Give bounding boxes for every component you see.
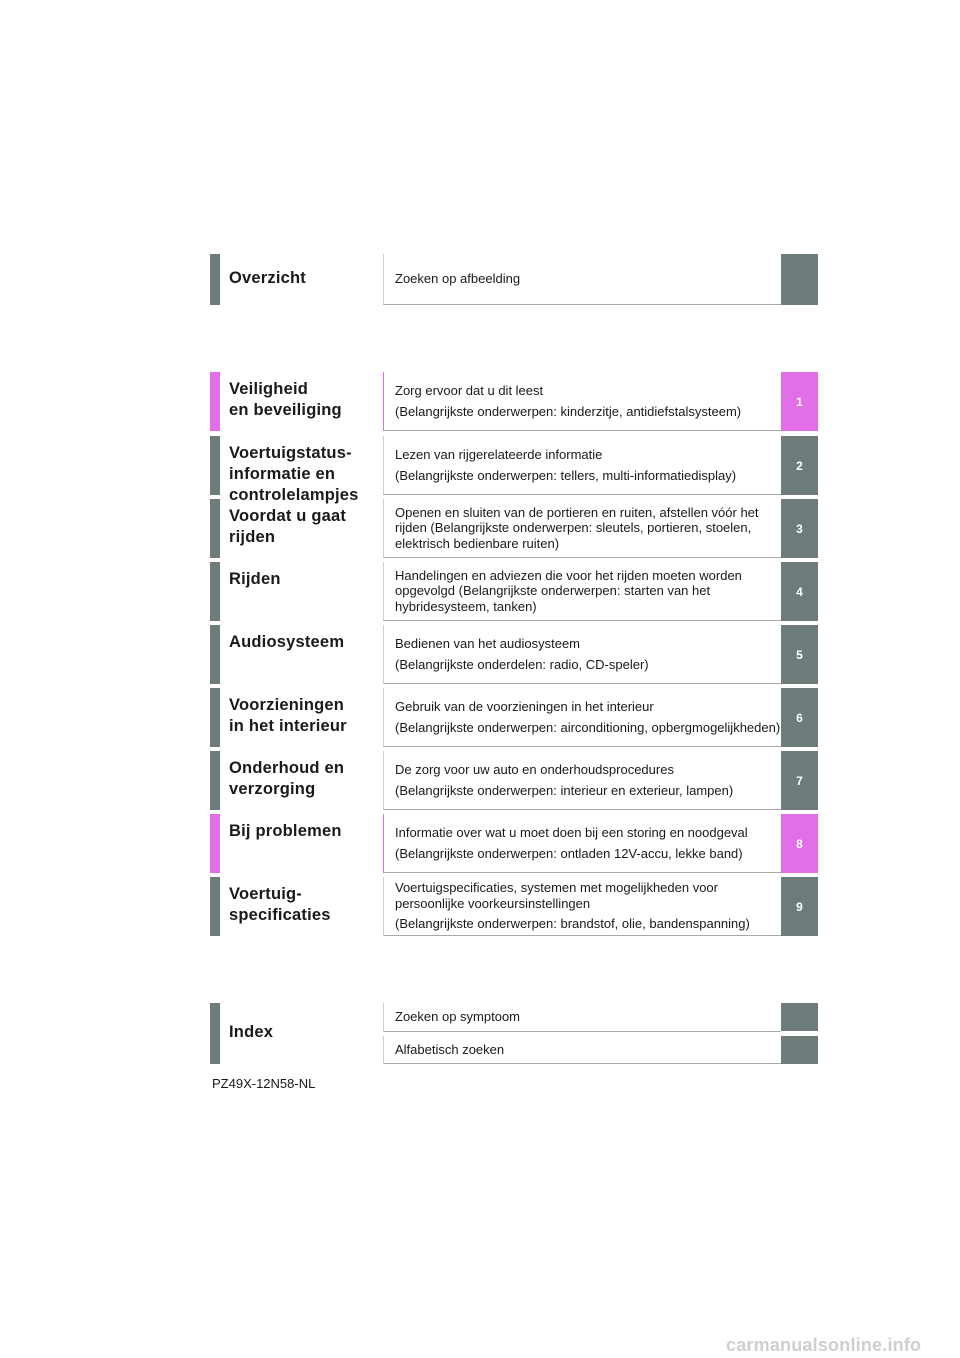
chapter-description	[383, 372, 781, 431]
section-bar	[210, 254, 220, 305]
chapter-description	[383, 877, 781, 936]
index-title: Index	[229, 1023, 274, 1041]
chapter-row-8[interactable]	[210, 814, 818, 873]
chapter-row-4[interactable]	[210, 562, 818, 621]
chapter-title: Voordat u gaat rijden	[229, 507, 347, 546]
overview-tab[interactable]	[781, 254, 818, 305]
section-bar	[210, 372, 220, 431]
chapter-topics: (Belangrijkste onderwerpen: kinderzitje, antidiefstalsysteem)	[395, 403, 742, 419]
chapter-title: Bij problemen	[229, 822, 342, 840]
chapter-title: Veiligheid en beveiliging	[229, 380, 342, 419]
document-code: PZ49X-12N58-NL	[212, 1076, 316, 1091]
chapter-summary: Handelingen en adviezen die voor het rijden moeten worden opgevolgd (Belangrijkste onderwerpen: starten van het hybridesysteem, tanken)	[395, 567, 742, 614]
chapter-title: Voorzieningen in het interieur	[229, 696, 347, 735]
section-bar	[210, 877, 220, 936]
chapter-title: Voertuigstatus- informatie en controlelampjes	[229, 444, 359, 504]
chapter-title: Rijden	[229, 570, 281, 588]
chapter-summary: Openen en sluiten van de portieren en ruiten, afstellen vóór het rijden (Belangrijkste onderwerpen: sleutels, portieren, stoelen, elektrisch bedienbare ruiten)	[395, 504, 759, 551]
chapter-tab-7[interactable]: 7	[781, 751, 818, 810]
section-bar	[210, 814, 220, 873]
overview-desc-text: Zoeken op afbeelding	[395, 271, 521, 287]
section-bar	[210, 436, 220, 495]
chapter-row-2[interactable]	[210, 436, 818, 504]
chapter-description	[383, 688, 781, 747]
chapter-topics: (Belangrijkste onderwerpen: brandstof, olie, bandenspanning)	[395, 916, 750, 932]
index-row[interactable]	[210, 1003, 818, 1064]
chapter-summary: Informatie over wat u moet doen bij een storing en noodgeval	[395, 825, 748, 840]
index-item-label: Zoeken op symptoom	[395, 1009, 521, 1025]
section-bar	[210, 751, 220, 810]
chapter-description	[383, 436, 781, 495]
chapter-row-5[interactable]	[210, 625, 818, 684]
chapter-description	[383, 499, 781, 558]
chapter-summary: Voertuigspecificaties, systemen met mogelijkheden voor persoonlijke voorkeursinstellingen	[395, 880, 718, 911]
chapter-tab-5[interactable]: 5	[781, 625, 818, 684]
section-bar	[210, 562, 220, 621]
index-item-alphabetical[interactable]	[383, 1036, 781, 1064]
section-bar	[210, 625, 220, 684]
chapter-summary: Lezen van rijgerelateerde informatie	[395, 447, 603, 462]
index-item-label: Alfabetisch zoeken	[395, 1041, 505, 1057]
chapter-row-1[interactable]	[210, 372, 818, 431]
index-tab-alphabetical[interactable]	[781, 1036, 818, 1064]
chapter-description	[383, 814, 781, 873]
chapter-tab-2[interactable]: 2	[781, 436, 818, 495]
chapter-title: Audiosysteem	[229, 633, 345, 651]
chapter-topics: (Belangrijkste onderwerpen: tellers, multi-informatiedisplay)	[395, 467, 737, 483]
chapter-topics: (Belangrijkste onderwerpen: ontladen 12V-accu, lekke band)	[395, 845, 743, 861]
chapter-title: Onderhoud en verzorging	[229, 759, 345, 798]
chapter-row-7[interactable]	[210, 751, 818, 810]
index-tab-symptom[interactable]	[781, 1003, 818, 1031]
chapter-row-6[interactable]	[210, 688, 818, 747]
chapter-topics: (Belangrijkste onderdelen: radio, CD-speler)	[395, 656, 649, 672]
chapter-tab-4[interactable]: 4	[781, 562, 818, 621]
section-bar	[210, 499, 220, 558]
chapter-tab-3[interactable]: 3	[781, 499, 818, 558]
chapter-topics: (Belangrijkste onderwerpen: interieur en exterieur, lampen)	[395, 782, 734, 798]
watermark: carmanualsonline.info	[726, 1335, 922, 1355]
chapter-summary: Bedienen van het audiosysteem	[395, 636, 581, 651]
chapter-description	[383, 751, 781, 810]
chapter-topics: (Belangrijkste onderwerpen: airconditioning, opbergmogelijkheden)	[395, 719, 781, 735]
index-item-symptom[interactable]	[383, 1003, 781, 1032]
overview-title: Overzicht	[229, 269, 306, 287]
chapter-summary: Gebruik van de voorzieningen in het interieur	[395, 699, 654, 714]
overview-description	[383, 254, 781, 305]
section-bar	[210, 1003, 220, 1064]
chapter-tab-8[interactable]: 8	[781, 814, 818, 873]
chapter-row-3[interactable]	[210, 499, 818, 558]
chapter-tab-1[interactable]: 1	[781, 372, 818, 431]
chapter-row-9[interactable]	[210, 877, 818, 936]
section-bar	[210, 688, 220, 747]
chapter-title: Voertuig- specificaties	[229, 885, 331, 924]
chapter-summary: De zorg voor uw auto en onderhoudsprocedures	[395, 762, 674, 777]
chapter-tab-9[interactable]: 9	[781, 877, 818, 936]
overview-row[interactable]	[210, 254, 818, 305]
chapter-description	[383, 562, 781, 621]
chapter-tab-6[interactable]: 6	[781, 688, 818, 747]
chapter-summary: Zorg ervoor dat u dit leest	[395, 383, 544, 398]
chapter-description	[383, 625, 781, 684]
